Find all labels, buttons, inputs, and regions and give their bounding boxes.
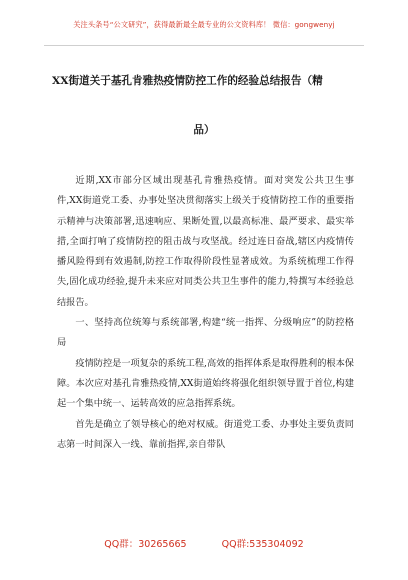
document-title-continuation: 品）	[193, 124, 215, 136]
section-heading: 一、坚持高位统筹与系统部署,构建“统一指挥、分级响应”的防控格局	[57, 317, 354, 349]
body-paragraph: 疫情防控是一项复杂的系统工程,高效的指挥体系是取得胜利的根本保障。本次应对基孔肯雅热疫情,XX街道始终将强化组织领导置于首位,构建起一个集中统一、运转高效的应急指挥系统。	[57, 357, 354, 410]
intro-paragraph: 近期,XX市部分区域出现基孔肯雅热疫情。面对突发公共卫生事件,XX街道党工委、办事处坚决贯彻落实上级关于疫情防控工作的重要指示精神与决策部署,迅速响应、果断处置,以最高标准、最严要求、最实举措,全面打响了疫情防控的阻击战与攻坚战。经过连日奋战,辖区内疫情传播风险得到有效遏制,防控工作取得阶段性显著成效。为系统梳理工作得失,固化成功经验,提升未来应对同类公共卫生事件的能力,特撰写本经验总结报告。	[57, 175, 354, 308]
page-header-banner: 关注头条号“公文研究”，获得最新最全最专业的公文资料库！ 微信：gongwenyj	[73, 20, 335, 29]
header-divider	[44, 45, 364, 46]
footer-qq-group-2: QQ群:535304092	[221, 539, 304, 550]
document-body	[57, 171, 354, 455]
document-title: XX街道关于基孔肯雅热疫情防控工作的经验总结报告（精	[52, 75, 323, 87]
footer-qq-group-1: QQ群：30265665	[104, 539, 187, 550]
body-paragraph: 首先是确立了领导核心的绝对权威。街道党工委、办事处主要负责同志第一时间深入一线、靠前指挥,亲自带队	[57, 418, 354, 450]
page-footer	[0, 536, 408, 550]
